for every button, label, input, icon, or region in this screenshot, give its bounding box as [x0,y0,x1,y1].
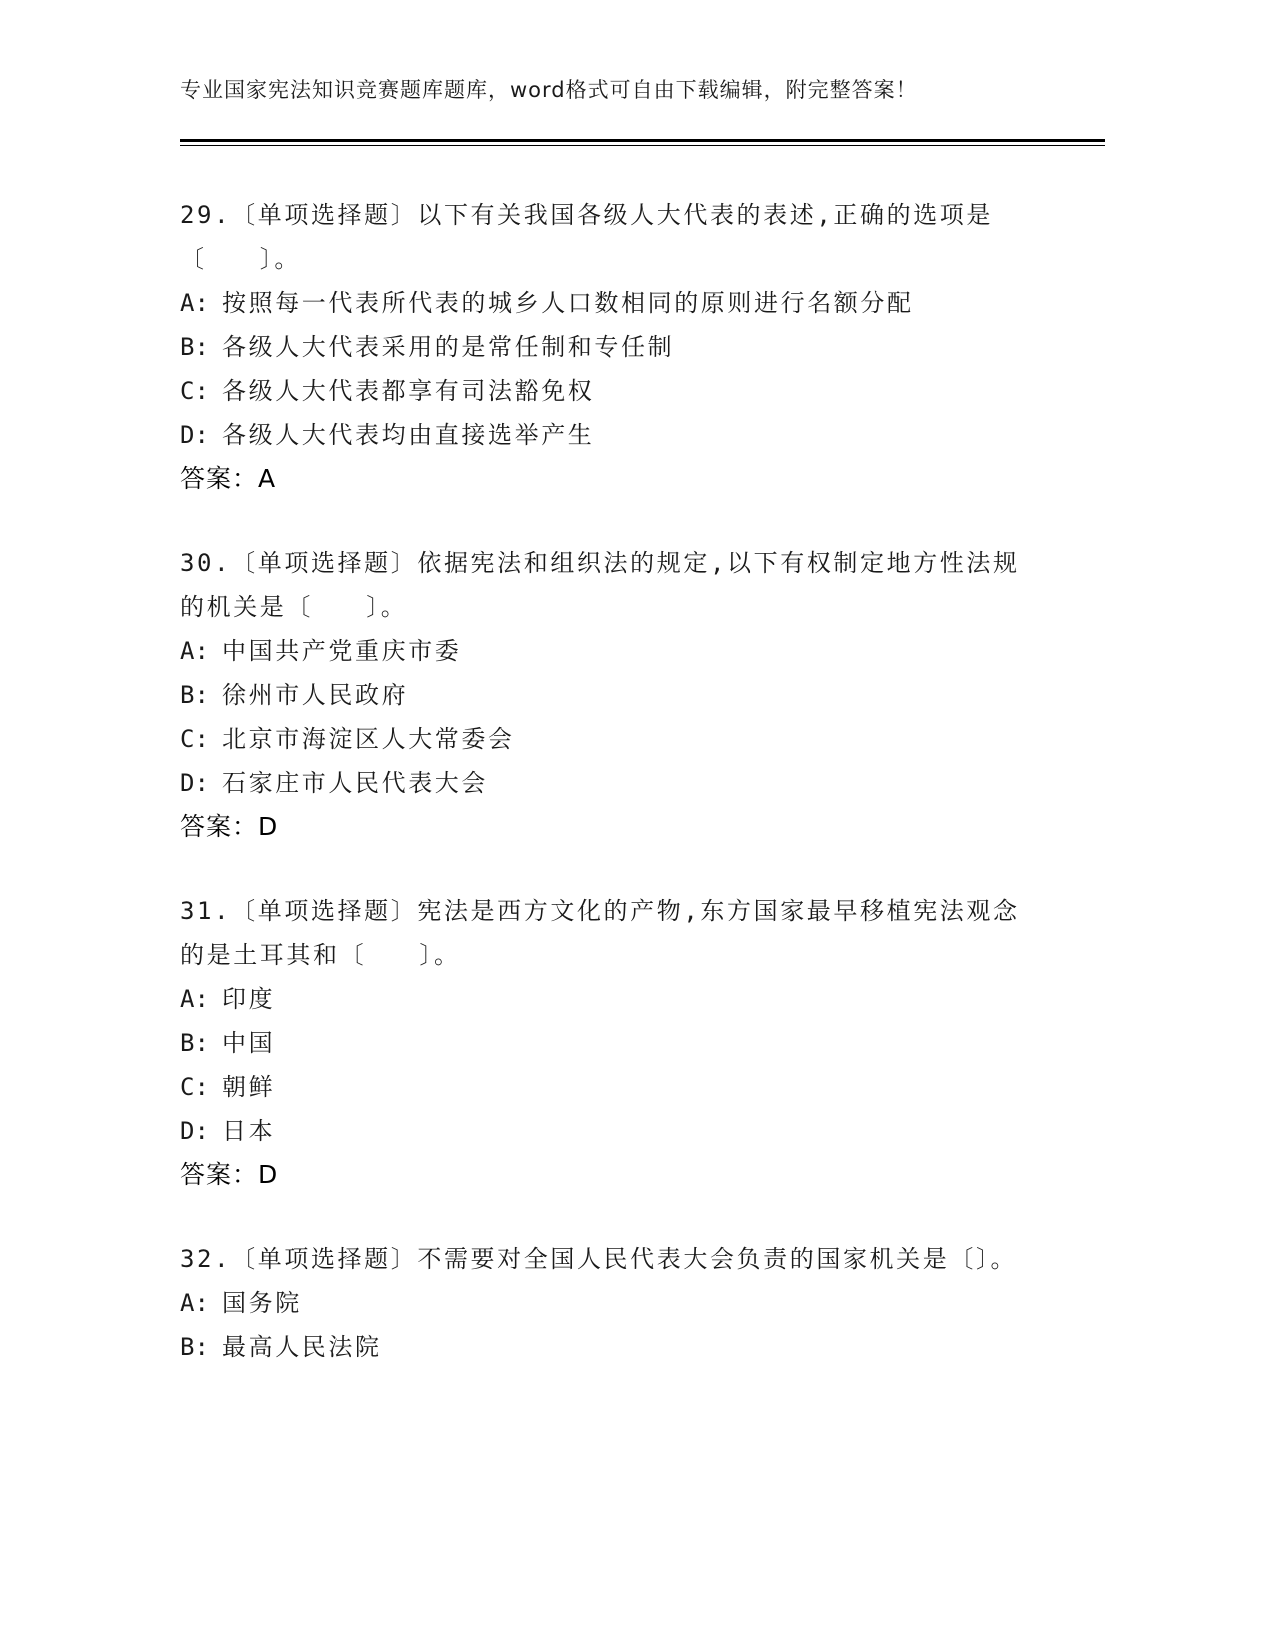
question-30 [180,541,1040,849]
header-divider-thin [180,145,1105,146]
option-d [180,761,1040,805]
question-stem: 32.〔单项选择题〕不需要对全国人民代表大会负责的国家机关是〔〕。 [180,1245,1018,1273]
question-31 [180,889,1040,1197]
answer-line: 答案：D [180,1160,279,1189]
option-key: A: [180,1289,209,1317]
option-key: D: [180,769,209,797]
option-key: B: [180,1333,209,1361]
option-text: 各级人大代表都享有司法豁免权 [222,377,595,405]
option-a [180,1281,1040,1325]
option-d [180,1109,1040,1153]
question-29 [180,193,1040,501]
option-a [180,629,1040,673]
option-text: 按照每一代表所代表的城乡人口数相同的原则进行名额分配 [222,289,914,317]
option-text: 各级人大代表采用的是常任制和专任制 [222,333,675,361]
option-key: A: [180,637,209,665]
option-key: D: [180,1117,209,1145]
option-text: 国务院 [222,1289,302,1317]
option-c [180,1065,1040,1109]
option-a [180,977,1040,1021]
answer-line: 答案：D [180,812,279,841]
option-c [180,717,1040,761]
option-text: 北京市海淀区人大常委会 [222,725,515,753]
option-text: 石家庄市人民代表大会 [222,769,488,797]
option-text: 日本 [222,1117,276,1145]
option-key: A: [180,985,209,1013]
option-key: B: [180,333,209,361]
question-32 [180,1237,1040,1369]
option-c [180,369,1040,413]
question-stem: 31.〔单项选择题〕宪法是西方文化的产物,东方国家最早移植宪法观念的是土耳其和〔 〕。 [180,897,1020,969]
option-key: C: [180,1073,209,1101]
option-key: A: [180,289,209,317]
option-key: C: [180,725,209,753]
option-text: 最高人民法院 [222,1333,382,1361]
option-text: 中国共产党重庆市委 [222,637,462,665]
option-text: 各级人大代表均由直接选举产生 [222,421,595,449]
option-b [180,325,1040,369]
option-key: B: [180,681,209,709]
option-text: 朝鲜 [222,1073,276,1101]
option-key: D: [180,421,209,449]
answer-line: 答案：A [180,464,277,493]
option-a [180,281,1040,325]
option-text: 徐州市人民政府 [222,681,409,709]
option-b [180,673,1040,717]
option-key: C: [180,377,209,405]
option-d [180,413,1040,457]
question-stem: 30.〔单项选择题〕依据宪法和组织法的规定,以下有权制定地方性法规的机关是〔 〕。 [180,549,1020,621]
option-b [180,1021,1040,1065]
question-stem: 29.〔单项选择题〕以下有关我国各级人大代表的表述,正确的选项是〔 〕。 [180,201,993,273]
option-text: 印度 [222,985,276,1013]
header-divider-thick [180,139,1105,142]
option-b [180,1325,1040,1369]
option-key: B: [180,1029,209,1057]
option-text: 中国 [222,1029,276,1057]
header-text: 专业国家宪法知识竞赛题库题库，word格式可自由下载编辑，附完整答案！ [180,78,918,102]
